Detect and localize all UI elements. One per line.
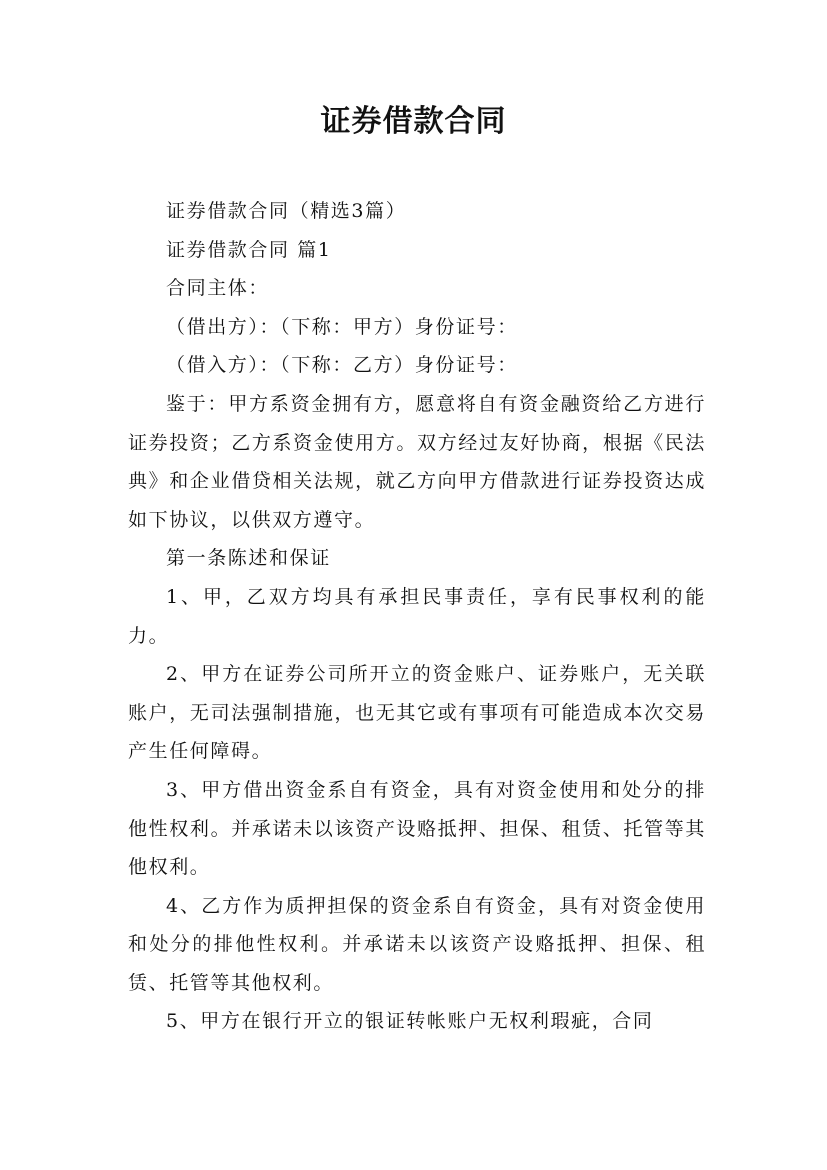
paragraph-clause-3: 3、甲方借出资金系自有资金，具有对资金使用和处分的排他性权利。并承诺未以该资产设赂抵押、担保、租赁、托管等其他权利。 (128, 778, 706, 879)
paragraph-borrower: （借入方）：（下称：乙方）身份证号： (166, 354, 518, 377)
paragraph-clause-4: 4、乙方作为质押担保的资金系自有资金，具有对资金使用和处分的排他性权利。并承诺未以该资产设赂抵押、担保、租赁、托管等其他权利。 (128, 894, 706, 994)
paragraph-clause-2: 2、甲方在证券公司所开立的资金账户、证券账户，无关联账户，无司法强制措施，也无其它或有事项有可能造成本次交易产生任何障碍。 (128, 663, 706, 763)
paragraph-section-heading: 证券借款合同 篇1 (166, 238, 332, 261)
document-title: 证券借款合同 (320, 104, 507, 139)
paragraph-lender: （借出方）：（下称：甲方）身份证号： (166, 315, 518, 338)
document-body (128, 192, 706, 1041)
paragraph-article-one: 第一条陈述和保证 (166, 547, 331, 570)
paragraph-preamble: 鉴于：甲方系资金拥有方，愿意将自有资金融资给乙方进行证券投资；乙方系资金使用方。双方经过友好协商，根据《民法典》和企业借贷相关法规，就乙方向甲方借款进行证券投资达成如下协议，以供双方遵守。 (128, 392, 706, 531)
paragraph-clause-5: 5、甲方在银行开立的银证转帐账户无权利瑕疵，合同 (166, 1010, 654, 1033)
paragraph-clause-1: 1、甲，乙双方均具有承担民事责任，享有民事权利的能力。 (128, 585, 706, 647)
paragraph-contract-parties: 合同主体： (166, 277, 270, 300)
paragraph-subtitle: 证券借款合同（精选3篇） (166, 200, 407, 222)
